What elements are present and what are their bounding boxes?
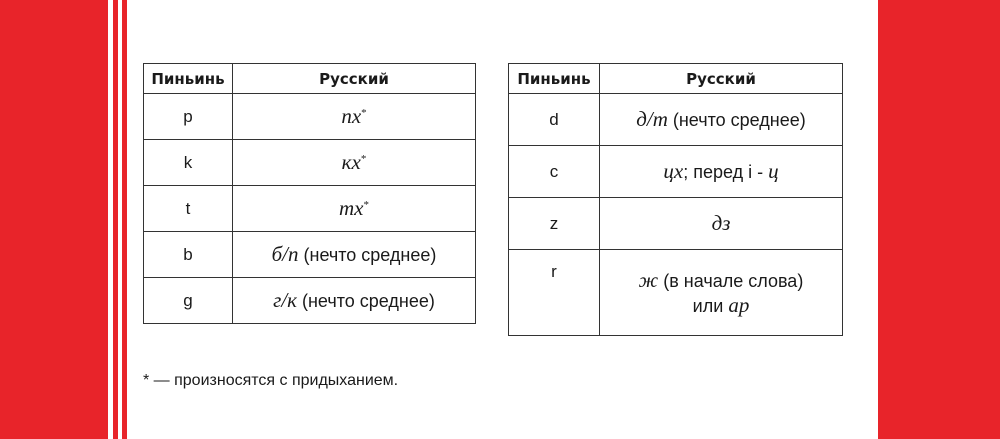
left-red-stripe-2 bbox=[122, 0, 127, 439]
russian-italic: дз bbox=[711, 211, 731, 235]
russian-line2-italic: ар bbox=[728, 292, 750, 317]
pinyin-cell: b bbox=[144, 232, 233, 278]
russian-cell bbox=[600, 146, 843, 198]
aspiration-mark: * bbox=[360, 153, 367, 165]
pinyin-cell: t bbox=[144, 186, 233, 232]
russian-italic: д/т bbox=[636, 107, 668, 131]
pinyin-cell: g bbox=[144, 278, 233, 324]
russian-note: (в начале слова) bbox=[663, 270, 804, 291]
russian-cell bbox=[233, 140, 476, 186]
table-row bbox=[509, 94, 843, 146]
russian-italic: цх bbox=[663, 159, 684, 183]
header-pinyin: Пиньинь bbox=[509, 64, 600, 94]
pinyin-cell: d bbox=[509, 94, 600, 146]
pinyin-table-right bbox=[508, 63, 843, 336]
table-row bbox=[144, 140, 476, 186]
russian-cell bbox=[233, 232, 476, 278]
pinyin-cell: k bbox=[144, 140, 233, 186]
pinyin-cell: c bbox=[509, 146, 600, 198]
russian-italic: г/к bbox=[273, 288, 297, 312]
russian-italic-2: ц bbox=[768, 159, 779, 183]
russian-italic: ж bbox=[638, 267, 659, 292]
header-russian: Русский bbox=[600, 64, 843, 94]
aspiration-mark: * bbox=[363, 199, 369, 211]
russian-cell bbox=[233, 94, 476, 140]
russian-italic: б/п bbox=[271, 242, 299, 266]
header-russian: Русский bbox=[233, 64, 476, 94]
russian-cell bbox=[600, 250, 843, 336]
pinyin-cell: r bbox=[509, 250, 600, 336]
table-header-row bbox=[144, 64, 476, 94]
russian-italic: пх bbox=[341, 104, 362, 128]
right-red-band bbox=[878, 0, 1000, 439]
russian-note: (нечто среднее) bbox=[672, 110, 806, 130]
russian-note: ; перед i - bbox=[683, 162, 764, 182]
pinyin-cell: z bbox=[509, 198, 600, 250]
russian-line-2 bbox=[600, 293, 842, 318]
russian-italic: кх bbox=[341, 150, 361, 174]
table-header-row bbox=[509, 64, 843, 94]
left-red-band bbox=[0, 0, 108, 439]
russian-line2-text: или bbox=[692, 295, 724, 316]
table-row bbox=[509, 146, 843, 198]
footnote: * — произносятся с придыханием. bbox=[143, 372, 399, 389]
russian-line-1 bbox=[600, 268, 842, 293]
pinyin-table-left bbox=[143, 63, 476, 324]
pinyin-cell: p bbox=[144, 94, 233, 140]
russian-cell bbox=[233, 278, 476, 324]
russian-cell bbox=[233, 186, 476, 232]
table-row bbox=[509, 250, 843, 336]
russian-cell bbox=[600, 198, 843, 250]
russian-note: (нечто среднее) bbox=[303, 245, 437, 265]
header-pinyin: Пиньинь bbox=[144, 64, 233, 94]
aspiration-mark: * bbox=[361, 107, 367, 119]
russian-cell bbox=[600, 94, 843, 146]
table-row bbox=[509, 198, 843, 250]
table-row bbox=[144, 186, 476, 232]
russian-italic: тх bbox=[339, 196, 364, 220]
left-red-stripe-1 bbox=[113, 0, 118, 439]
table-row bbox=[144, 232, 476, 278]
table-row bbox=[144, 94, 476, 140]
table-row bbox=[144, 278, 476, 324]
russian-note: (нечто среднее) bbox=[302, 291, 435, 311]
